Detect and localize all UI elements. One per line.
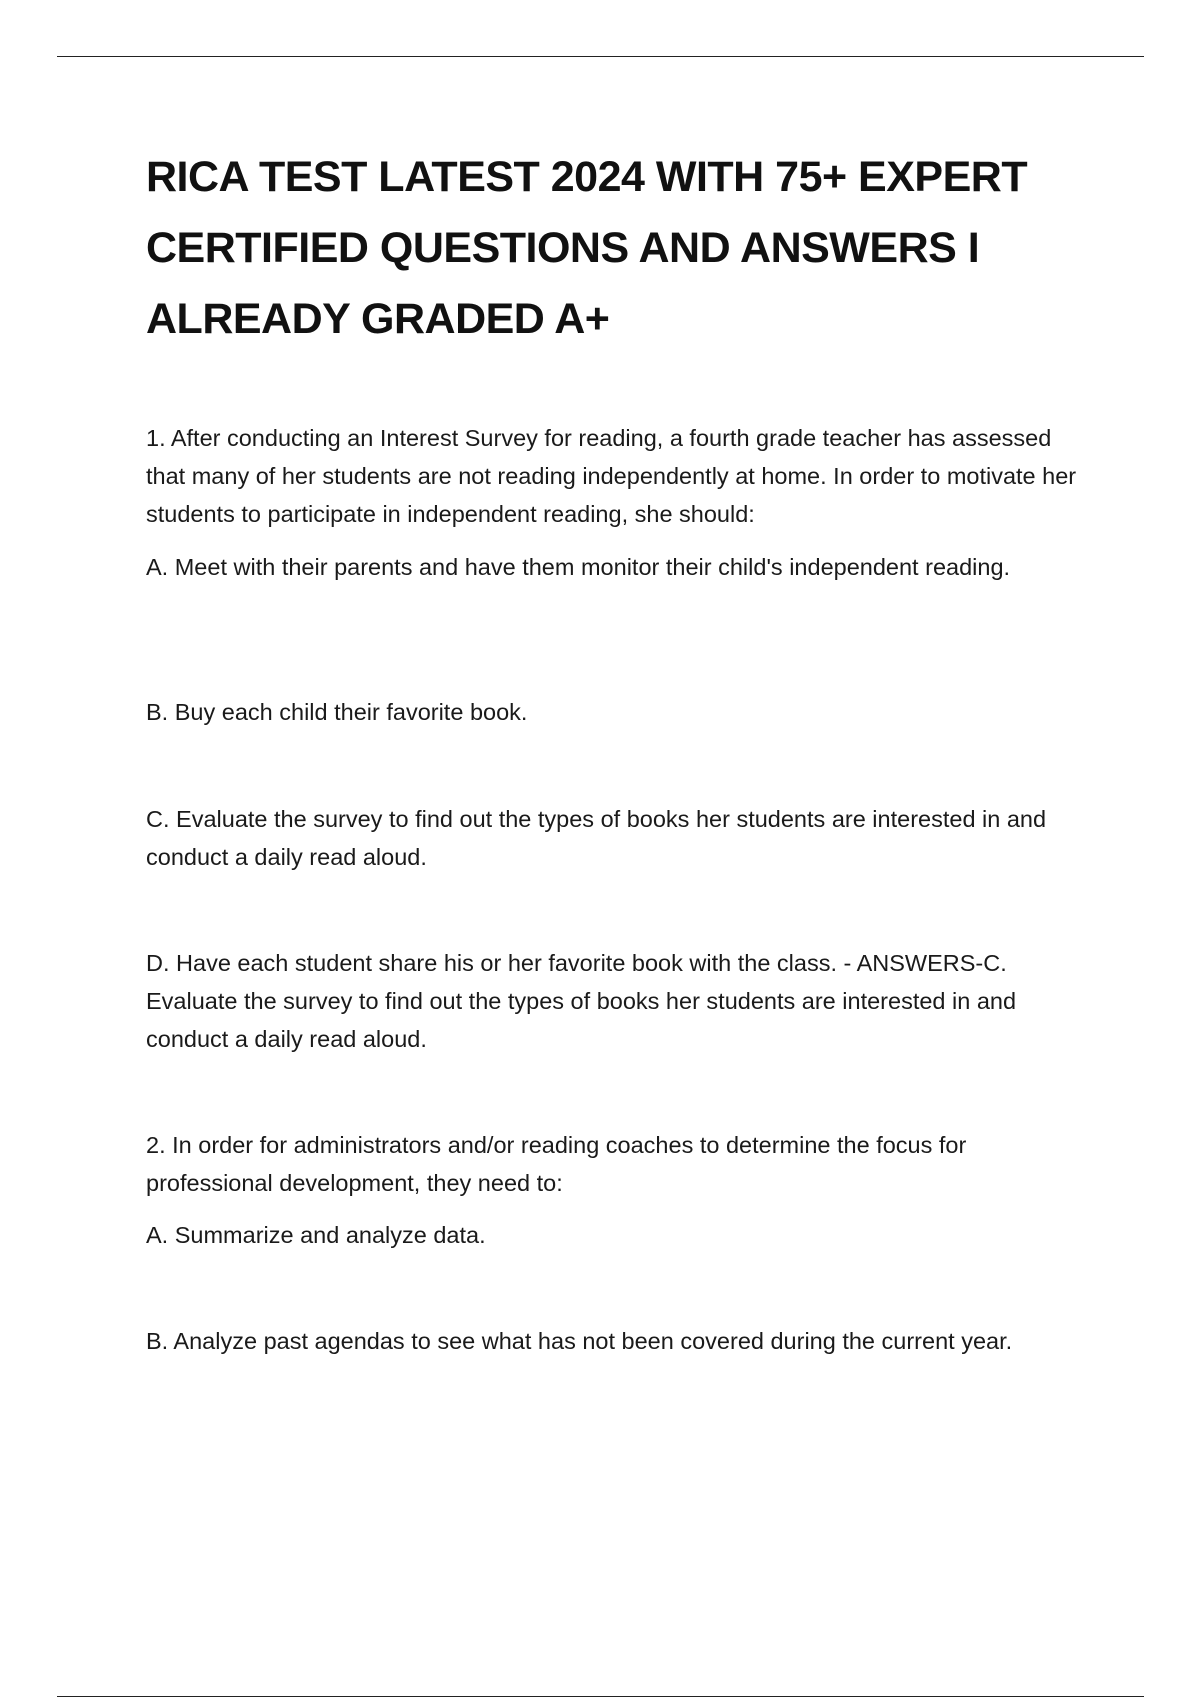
top-rule <box>57 56 1144 57</box>
question-2-option-b: B. Analyze past agendas to see what has not been covered during the current year. <box>146 1328 1013 1354</box>
question-2-prompt: 2. In order for administrators and/or reading coaches to determine the focus for professional development, they need to: <box>146 1132 967 1196</box>
question-1-option-b: B. Buy each child their favorite book. <box>146 699 528 725</box>
question-1-option-a: A. Meet with their parents and have them monitor their child's independent reading. <box>146 554 1011 580</box>
document-title: RICA TEST LATEST 2024 WITH 75+ EXPERT CERTIFIED QUESTIONS AND ANSWERS I ALREADY GRADED A+ <box>146 153 1028 343</box>
question-2-option-a: A. Summarize and analyze data. <box>146 1222 486 1248</box>
question-1-prompt: 1. After conducting an Interest Survey for reading, a fourth grade teacher has assessed that many of her students are not reading independently at home. In order to motivate her students to participate in independent reading, she should: <box>146 425 1077 527</box>
bottom-rule <box>57 1696 1144 1697</box>
question-1-option-c: C. Evaluate the survey to find out the types of books her students are interested in and conduct a daily read aloud. <box>146 806 1047 870</box>
question-1-option-d-answer: D. Have each student share his or her favorite book with the class. - ANSWERS-C. Evaluate the survey to find out the types of books her students are interested in and conduct a daily read aloud. <box>146 950 1017 1052</box>
